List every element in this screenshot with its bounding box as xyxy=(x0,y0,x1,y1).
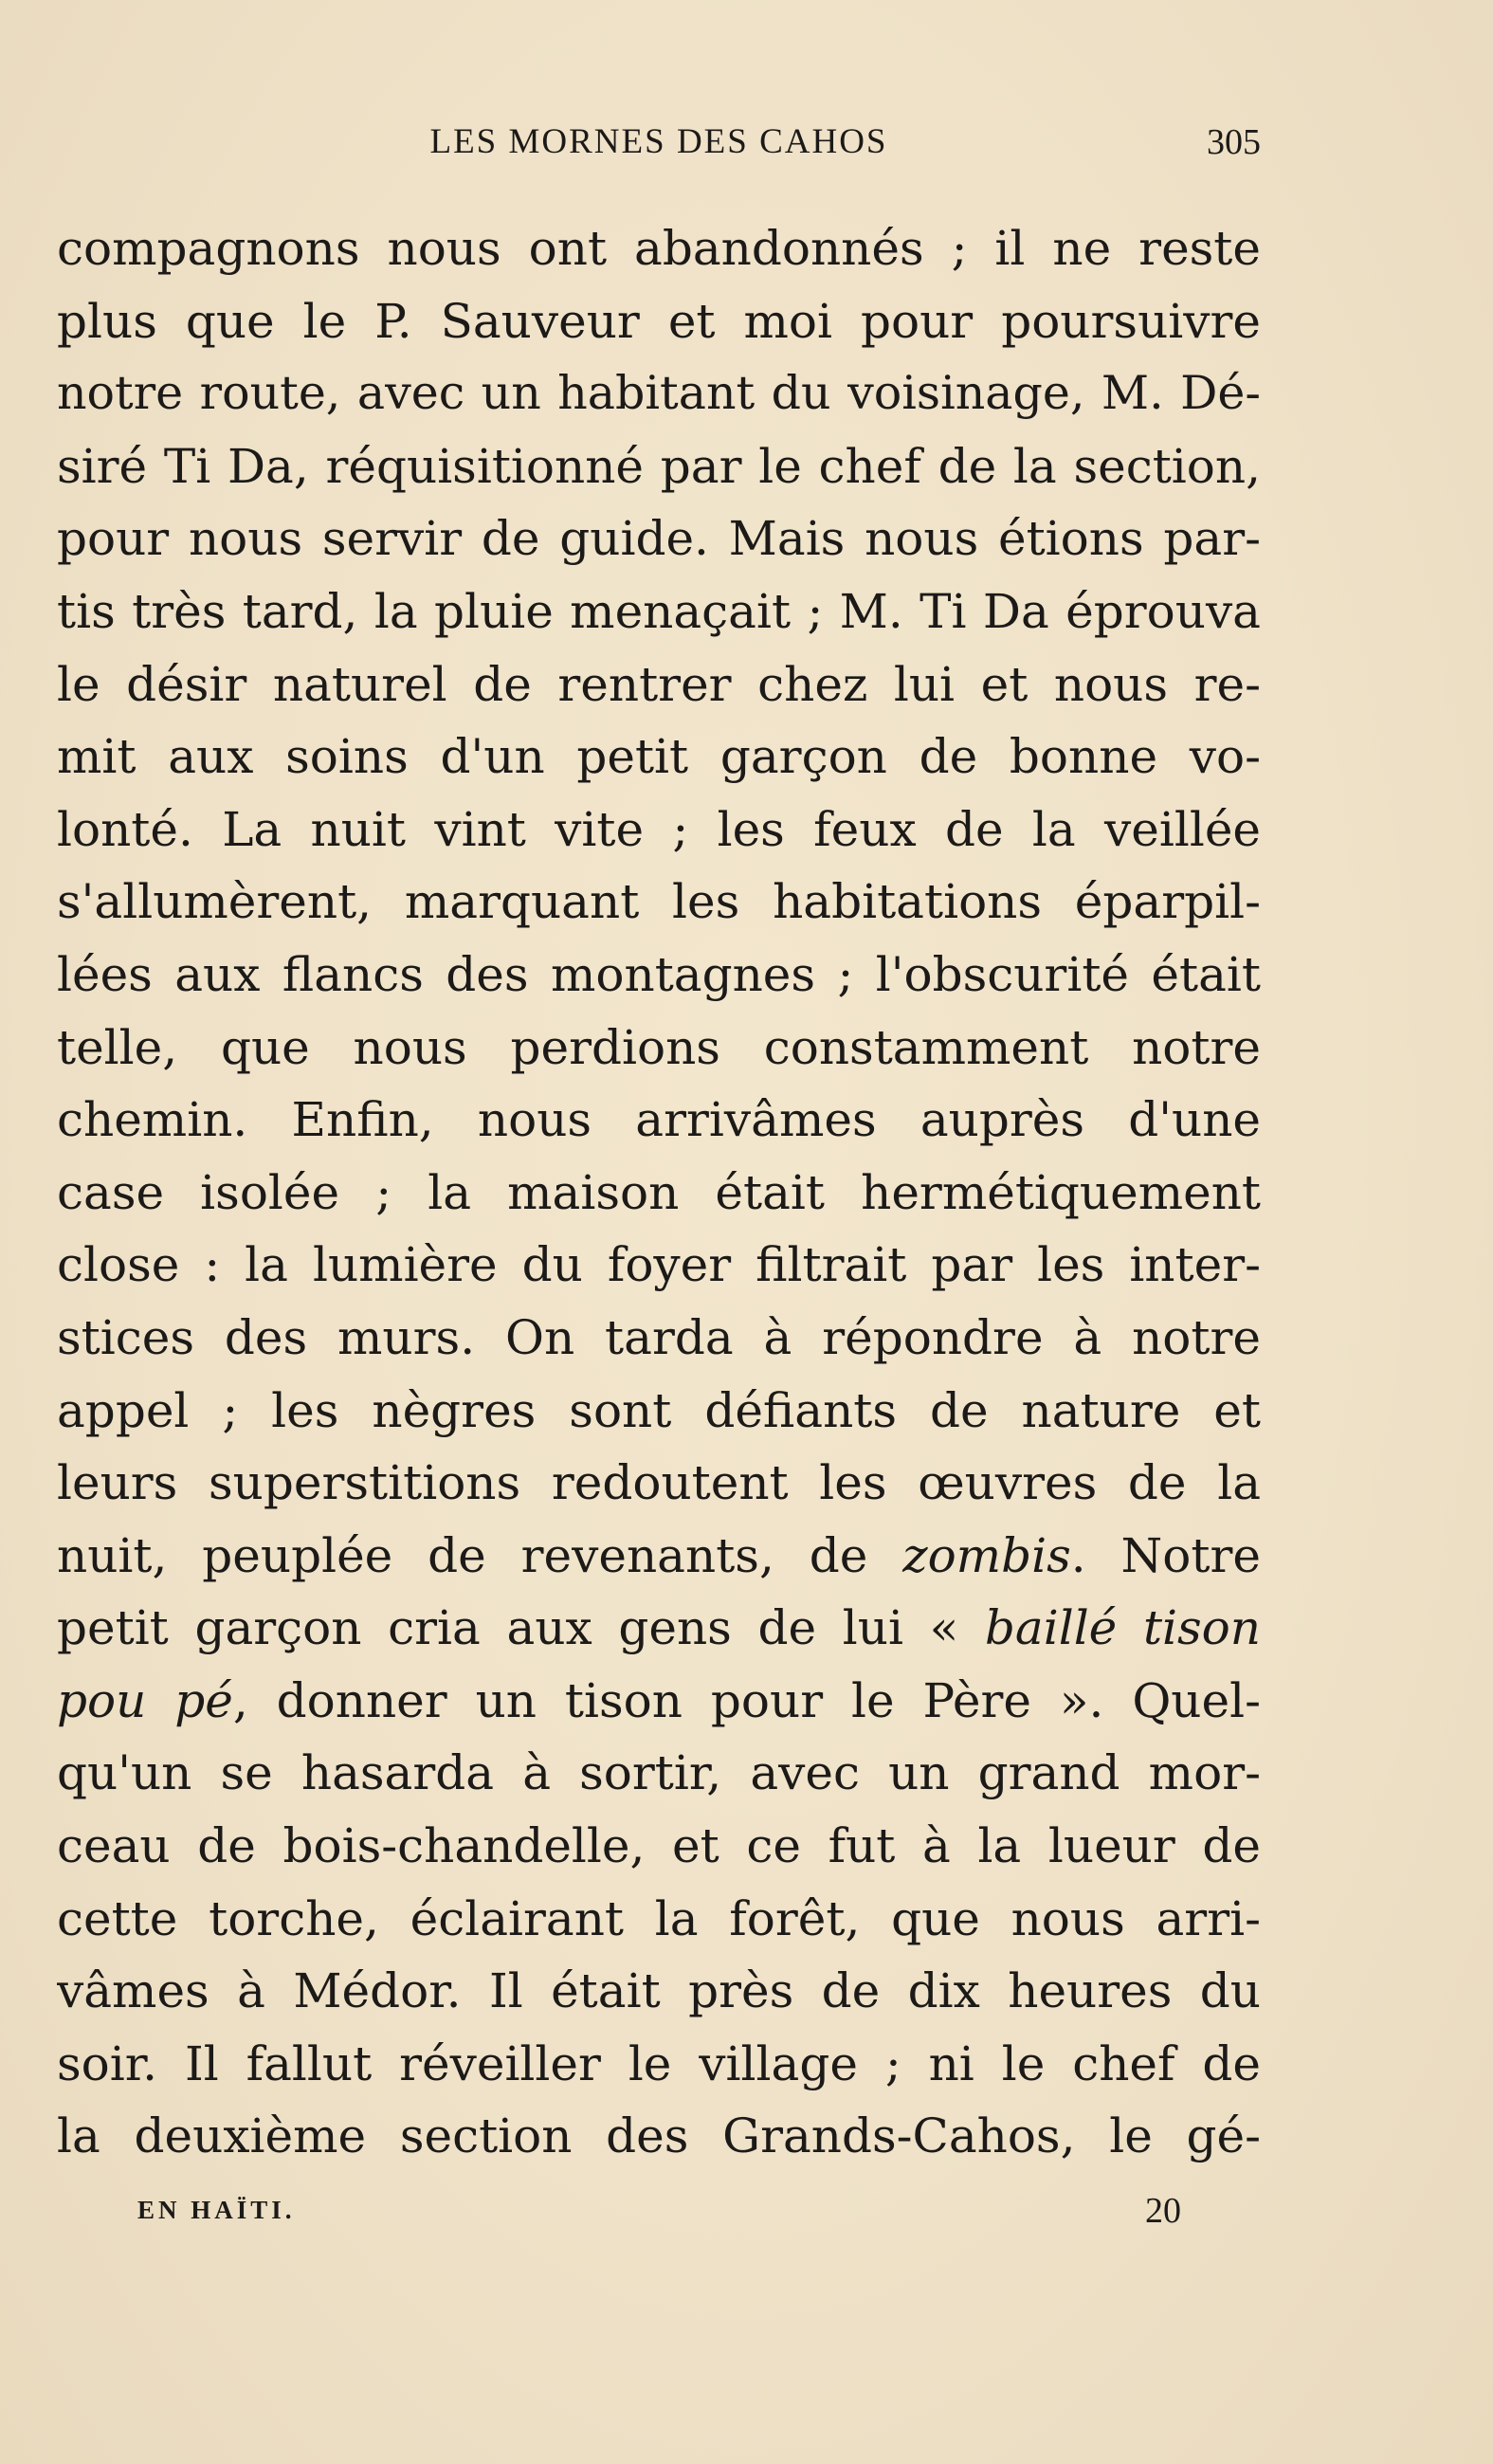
text-line xyxy=(57,1737,1261,1810)
text-segment: case isolée ; la maison était hermétiquement xyxy=(57,1164,1261,1220)
text-line xyxy=(57,1229,1261,1302)
text-segment: stices des murs. On tarda à répondre à notre xyxy=(57,1309,1261,1365)
text-segment: la deuxième section des Grands-Cahos, le gé- xyxy=(57,2108,1261,2164)
text-segment: telle, que nous perdions constamment notre xyxy=(57,1019,1261,1075)
text-segment: , donner un tison pour le Père ». Quel- xyxy=(232,1672,1261,1728)
page-number: 305 xyxy=(1207,122,1261,162)
text-line xyxy=(57,1012,1261,1085)
text-segment: vâmes à Médor. Il était près de dix heures du xyxy=(57,1963,1261,2019)
text-segment: lées aux flancs des montagnes ; l'obscurité était xyxy=(57,946,1261,1002)
text-line xyxy=(57,2028,1261,2101)
text-segment: soir. Il fallut réveiller le village ; ni le chef de xyxy=(57,2035,1261,2091)
text-line xyxy=(57,1084,1261,1157)
text-segment: leurs superstitions redoutent les œuvres de la xyxy=(57,1455,1261,1511)
text-line xyxy=(57,1447,1261,1520)
text-line xyxy=(57,430,1261,503)
text-segment: compagnons nous ont abandonnés ; il ne reste xyxy=(57,221,1261,276)
text-line xyxy=(57,1375,1261,1448)
text-segment: tis très tard, la pluie menaçait ; M. Ti Da éprouva xyxy=(57,583,1261,639)
text-segment: petit garçon cria aux gens de lui « xyxy=(57,1600,985,1656)
text-segment: siré Ti Da, réquisitionné par le chef de la section, xyxy=(57,438,1261,494)
body-text xyxy=(57,212,1261,2173)
text-line xyxy=(57,212,1261,285)
text-line xyxy=(57,285,1261,358)
text-segment: nuit, peuplée de revenants, de xyxy=(57,1527,903,1583)
text-segment: qu'un se hasarda à sortir, avec un grand mor- xyxy=(57,1745,1261,1801)
italic-term: zombis xyxy=(902,1527,1071,1583)
text-segment: close : la lumière du foyer filtrait par les inter- xyxy=(57,1237,1261,1293)
text-line xyxy=(57,939,1261,1012)
running-head xyxy=(57,121,1261,169)
text-line xyxy=(57,721,1261,794)
italic-term: pou pé xyxy=(57,1672,233,1728)
text-line xyxy=(57,866,1261,939)
sheet-number: 20 xyxy=(1145,2191,1181,2231)
text-line xyxy=(57,1302,1261,1375)
running-head-title: LES MORNES DES CAHOS xyxy=(429,122,888,161)
text-line xyxy=(57,1665,1261,1738)
text-line xyxy=(57,648,1261,721)
text-segment: s'allumèrent, marquant les habitations éparpil- xyxy=(57,874,1261,930)
text-segment: cette torche, éclairant la forêt, que nous arri- xyxy=(57,1890,1261,1946)
page-footer xyxy=(57,2190,1261,2237)
text-segment: mit aux soins d'un petit garçon de bonne vo- xyxy=(57,729,1261,785)
text-line xyxy=(57,1810,1261,1883)
text-line xyxy=(57,2100,1261,2173)
text-line xyxy=(57,357,1261,430)
text-segment: appel ; les nègres sont défiants de nature et xyxy=(57,1382,1261,1438)
text-line xyxy=(57,502,1261,575)
text-segment: notre route, avec un habitant du voisinage, M. Dé- xyxy=(57,366,1261,421)
italic-term: baillé tison xyxy=(984,1600,1261,1656)
text-segment: plus que le P. Sauveur et moi pour poursuivre xyxy=(57,293,1261,349)
text-segment: le désir naturel de rentrer chez lui et nous re- xyxy=(57,656,1261,712)
text-line xyxy=(57,1592,1261,1665)
text-line xyxy=(57,1520,1261,1593)
text-line xyxy=(57,1157,1261,1230)
text-line xyxy=(57,575,1261,648)
text-line xyxy=(57,1883,1261,1956)
text-line xyxy=(57,1955,1261,2028)
text-segment: . Notre xyxy=(1070,1527,1261,1583)
printer-signature: EN HAÏTI. xyxy=(137,2196,296,2224)
text-segment: lonté. La nuit vint vite ; les feux de la veillée xyxy=(57,801,1261,857)
text-line xyxy=(57,794,1261,867)
text-segment: pour nous servir de guide. Mais nous étions par- xyxy=(57,511,1261,567)
text-segment: ceau de bois-chandelle, et ce fut à la lueur de xyxy=(57,1818,1261,1874)
text-segment: chemin. Enfin, nous arrivâmes auprès d'une xyxy=(57,1092,1261,1148)
